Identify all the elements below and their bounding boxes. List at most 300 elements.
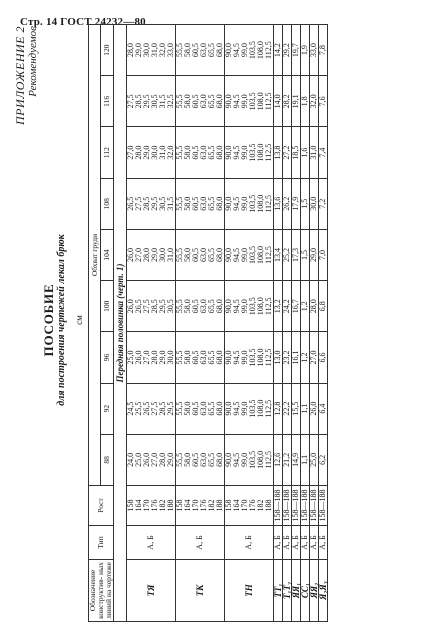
table-cell: 60,5 xyxy=(191,94,200,109)
table-cell: 29,5 xyxy=(158,299,167,314)
height-value: 188 xyxy=(264,499,273,512)
table-cell: 7,4 xyxy=(319,127,328,178)
table-cell: 63,0 xyxy=(199,299,208,314)
table-cell: 60,5 xyxy=(191,196,200,211)
table-cell: 103,5 xyxy=(248,297,257,316)
table-cell: 90,0 xyxy=(224,350,233,365)
table-cell: 103,5 xyxy=(248,450,257,469)
table-cell: 55,5 xyxy=(175,196,184,211)
table-cell: 28,5 xyxy=(150,299,159,314)
table-cell: 26,0 xyxy=(134,350,143,365)
section-title: Передняя половинка (черт. 1) xyxy=(114,25,127,622)
table-cell: 30,5 xyxy=(150,94,159,109)
table-cell: 12,6 xyxy=(274,434,283,485)
table-cell: 55,5 xyxy=(175,145,184,160)
height-value: 176 xyxy=(248,499,257,512)
height-value: 170 xyxy=(142,499,151,512)
table-cell: 99,0 xyxy=(240,43,249,58)
table-cell: 68,0 xyxy=(215,248,224,263)
table-cell: 94,5 xyxy=(232,43,241,58)
value-column xyxy=(127,25,176,76)
table-cell: 99,0 xyxy=(240,145,249,160)
table-row xyxy=(283,25,292,622)
table-cell: 29,0 xyxy=(310,229,319,280)
height-list xyxy=(176,486,225,526)
height-value: 158 xyxy=(126,499,135,512)
table-cell: 28,0 xyxy=(150,350,159,365)
table-cell: 14,2 xyxy=(274,25,283,76)
height-value: 164 xyxy=(232,499,241,512)
table-cell: 19,1 xyxy=(292,76,301,127)
table-cell: 90,0 xyxy=(224,248,233,263)
table-cell: 28,0 xyxy=(134,145,143,160)
table-cell: 60,5 xyxy=(191,248,200,263)
table-cell: 18,5 xyxy=(292,127,301,178)
table-cell: 30,0 xyxy=(142,43,151,58)
table-cell: 30,0 xyxy=(310,178,319,229)
table-cell: 99,0 xyxy=(240,248,249,263)
table-cell: 1,1 xyxy=(301,434,310,485)
value-column xyxy=(127,76,176,127)
table-cell: 99,0 xyxy=(240,350,249,365)
chest-group-header: Обхват груди xyxy=(89,25,101,486)
figure-type: А, Б xyxy=(301,526,310,560)
table-cell: 112,5 xyxy=(264,348,273,367)
height-value: 164 xyxy=(134,499,143,512)
table-cell: 27,5 xyxy=(134,196,143,211)
table-cell: 7,6 xyxy=(319,76,328,127)
height-value: 182 xyxy=(207,499,216,512)
table-cell: 65,5 xyxy=(207,196,216,211)
height-value: 176 xyxy=(150,499,159,512)
table-cell: 55,5 xyxy=(175,43,184,58)
table-cell: 6,6 xyxy=(319,332,328,383)
height-value: 170 xyxy=(191,499,200,512)
table-cell: 28,2 xyxy=(283,76,292,127)
table-cell: 29,0 xyxy=(134,43,143,58)
size-header: 108 xyxy=(101,178,114,229)
appendix-heading xyxy=(14,26,40,125)
table-cell: 27,0 xyxy=(150,452,159,467)
size-header: 88 xyxy=(101,434,114,485)
table-cell: 55,5 xyxy=(175,248,184,263)
figure-type: А, Б xyxy=(292,526,301,560)
table-cell: 27,0 xyxy=(142,350,151,365)
table-cell: 32,5 xyxy=(166,94,175,109)
value-column xyxy=(225,25,274,76)
table-cell: 16,1 xyxy=(292,332,301,383)
table-cell: 26,2 xyxy=(283,178,292,229)
table-cell: 32,0 xyxy=(310,76,319,127)
table-row xyxy=(225,25,274,622)
table-cell: 29,2 xyxy=(283,25,292,76)
table-cell: 90,0 xyxy=(224,196,233,211)
appendix-note: Рекомендуемое xyxy=(27,26,39,97)
height-list xyxy=(127,486,176,526)
table-cell: 6,8 xyxy=(319,281,328,332)
table-cell: 30,0 xyxy=(158,248,167,263)
table-cell: 14,9 xyxy=(292,434,301,485)
figure-type: А, Б xyxy=(127,526,176,560)
table-cell: 68,0 xyxy=(215,43,224,58)
table-cell: 60,5 xyxy=(191,401,200,416)
table-cell: 28,0 xyxy=(158,452,167,467)
value-column xyxy=(127,178,176,229)
table-row xyxy=(292,25,301,622)
table-cell: 17,3 xyxy=(292,229,301,280)
table-cell: 24,5 xyxy=(126,401,135,416)
table-cell: 26,0 xyxy=(310,383,319,434)
table-cell: 65,5 xyxy=(207,43,216,58)
line-designation: ЯЯ₁ xyxy=(292,560,301,622)
value-column xyxy=(127,332,176,383)
table-cell: 25,2 xyxy=(283,229,292,280)
value-column xyxy=(176,127,225,178)
table-cell: 99,0 xyxy=(240,299,249,314)
table-cell: 99,0 xyxy=(240,94,249,109)
table-cell: 94,5 xyxy=(232,94,241,109)
height-range: 158—188 xyxy=(319,486,328,526)
table-row xyxy=(319,25,328,622)
table-cell: 26,0 xyxy=(126,299,135,314)
table-cell: 26,0 xyxy=(126,248,135,263)
table-cell: 90,0 xyxy=(224,401,233,416)
value-column xyxy=(127,434,176,485)
table-cell: 60,5 xyxy=(191,452,200,467)
table-cell: 25,0 xyxy=(134,452,143,467)
height-range: 158—188 xyxy=(274,486,283,526)
value-column xyxy=(225,434,274,485)
height-value: 188 xyxy=(166,499,175,512)
table-cell: 112,5 xyxy=(264,143,273,162)
table-cell: 108,0 xyxy=(256,297,265,316)
table-cell: 94,5 xyxy=(232,248,241,263)
table-cell: 58,0 xyxy=(183,350,192,365)
height-value: 170 xyxy=(240,499,249,512)
height-value: 176 xyxy=(199,499,208,512)
value-column xyxy=(225,127,274,178)
table-cell: 1,6 xyxy=(301,127,310,178)
table-cell: 65,5 xyxy=(207,401,216,416)
line-designation: ТН xyxy=(225,560,274,622)
table-row xyxy=(310,25,319,622)
table-cell: 103,5 xyxy=(248,92,257,111)
table-cell: 55,5 xyxy=(175,452,184,467)
value-column xyxy=(176,25,225,76)
height-value: 182 xyxy=(256,499,265,512)
table-cell: 68,0 xyxy=(215,145,224,160)
table-cell: 58,0 xyxy=(183,452,192,467)
height-value: 182 xyxy=(158,499,167,512)
line-designation: Я₂Я₃ xyxy=(319,560,328,622)
line-designation: Т₁Т₂ xyxy=(283,560,292,622)
table-cell: 27,0 xyxy=(134,248,143,263)
table-cell: 7,0 xyxy=(319,229,328,280)
table-cell: 65,5 xyxy=(207,350,216,365)
table-cell: 90,0 xyxy=(224,94,233,109)
table-row xyxy=(176,25,225,622)
height-value: 164 xyxy=(183,499,192,512)
table-row xyxy=(301,25,310,622)
size-header: 104 xyxy=(101,229,114,280)
table-cell: 26,5 xyxy=(142,401,151,416)
table-cell: 27,2 xyxy=(283,127,292,178)
value-column xyxy=(225,332,274,383)
appendix-label: ПРИЛОЖЕНИЕ 2 xyxy=(13,26,27,125)
height-value: 158 xyxy=(224,499,233,512)
value-column xyxy=(225,178,274,229)
value-column xyxy=(225,383,274,434)
table-cell: 15,5 xyxy=(292,383,301,434)
table-cell: 103,5 xyxy=(248,41,257,60)
size-header: 120 xyxy=(101,25,114,76)
table-cell: 12,8 xyxy=(274,383,283,434)
table-cell: 13,2 xyxy=(274,281,283,332)
line-designation: ТЯ xyxy=(127,560,176,622)
line-designation: СС₁ xyxy=(301,560,310,622)
table-cell: 27,5 xyxy=(150,401,159,416)
value-column xyxy=(127,281,176,332)
size-header: 116 xyxy=(101,76,114,127)
table-cell: 23,2 xyxy=(283,332,292,383)
value-column xyxy=(127,127,176,178)
table-cell: 55,5 xyxy=(175,94,184,109)
table-cell: 27,5 xyxy=(126,94,135,109)
table-cell: 99,0 xyxy=(240,452,249,467)
table-cell: 1,8 xyxy=(301,76,310,127)
figure-type: А, Б xyxy=(274,526,283,560)
table-cell: 94,5 xyxy=(232,350,241,365)
line-designation: ТК xyxy=(176,560,225,622)
table-cell: 58,0 xyxy=(183,145,192,160)
table-cell: 94,5 xyxy=(232,452,241,467)
table-cell: 1,5 xyxy=(301,178,310,229)
table-cell: 58,0 xyxy=(183,196,192,211)
height-range: 158—188 xyxy=(292,486,301,526)
table-cell: 30,0 xyxy=(150,145,159,160)
size-header: 92 xyxy=(101,383,114,434)
table-cell: 63,0 xyxy=(199,145,208,160)
table-cell: 108,0 xyxy=(256,41,265,60)
table-cell: 108,0 xyxy=(256,348,265,367)
document-subtitle: для построения чертежей лекал брюк xyxy=(56,234,67,406)
table-cell: 68,0 xyxy=(215,94,224,109)
table-cell: 112,5 xyxy=(264,194,273,213)
table-cell: 29,0 xyxy=(158,350,167,365)
table-cell: 108,0 xyxy=(256,194,265,213)
table-cell: 68,0 xyxy=(215,350,224,365)
table-cell: 90,0 xyxy=(224,299,233,314)
table-cell: 99,0 xyxy=(240,401,249,416)
table-cell: 90,0 xyxy=(224,452,233,467)
data-table xyxy=(88,24,328,622)
table-cell: 60,5 xyxy=(191,145,200,160)
table-cell: 25,0 xyxy=(310,434,319,485)
table-cell: 1,2 xyxy=(301,332,310,383)
table-cell: 90,0 xyxy=(224,43,233,58)
table-cell: 29,5 xyxy=(166,401,175,416)
table-cell: 1,2 xyxy=(301,281,310,332)
table-cell: 58,0 xyxy=(183,299,192,314)
table-cell: 112,5 xyxy=(264,41,273,59)
value-column xyxy=(176,383,225,434)
table-cell: 6,4 xyxy=(319,383,328,434)
table-row xyxy=(127,25,176,622)
table-cell: 63,0 xyxy=(199,196,208,211)
units-label: см xyxy=(74,315,84,325)
table-body xyxy=(114,25,328,622)
table-cell: 63,0 xyxy=(199,94,208,109)
table-cell: 26,5 xyxy=(134,299,143,314)
table-cell: 68,0 xyxy=(215,401,224,416)
table-cell: 55,5 xyxy=(175,401,184,416)
table-cell: 1,1 xyxy=(301,383,310,434)
table-cell: 63,0 xyxy=(199,248,208,263)
value-column xyxy=(176,434,225,485)
table-cell: 99,0 xyxy=(240,196,249,211)
table-cell: 103,5 xyxy=(248,194,257,213)
table-cell: 14,0 xyxy=(274,76,283,127)
table-cell: 27,5 xyxy=(142,299,151,314)
line-designation: ТТ₁ xyxy=(274,560,283,622)
table-cell: 26,0 xyxy=(142,452,151,467)
table-cell: 16,7 xyxy=(292,281,301,332)
type-header: Тип xyxy=(89,526,114,560)
table-cell: 1,5 xyxy=(301,229,310,280)
table-cell: 28,5 xyxy=(134,94,143,109)
table-cell: 68,0 xyxy=(215,299,224,314)
table-cell: 65,5 xyxy=(207,248,216,263)
table-cell: 112,5 xyxy=(264,451,273,469)
value-column xyxy=(225,76,274,127)
value-column xyxy=(176,281,225,332)
table-cell: 112,5 xyxy=(264,399,273,418)
table-cell: 108,0 xyxy=(256,399,265,418)
table-cell: 32,0 xyxy=(166,145,175,160)
table-cell: 103,5 xyxy=(248,143,257,162)
table-cell: 94,5 xyxy=(232,145,241,160)
table-cell: 68,0 xyxy=(215,452,224,467)
document-title-block xyxy=(42,18,68,622)
table-cell: 63,0 xyxy=(199,401,208,416)
page-header: Стр. 14 ГОСТ 24232—80 xyxy=(20,16,146,28)
table-cell: 27,0 xyxy=(310,332,319,383)
table-cell: 30,0 xyxy=(166,350,175,365)
table-cell: 13,8 xyxy=(274,127,283,178)
table-cell: 1,9 xyxy=(301,25,310,76)
table-cell: 29,0 xyxy=(142,145,151,160)
value-column xyxy=(176,229,225,280)
table-cell: 108,0 xyxy=(256,92,265,111)
table-cell: 58,0 xyxy=(183,401,192,416)
value-column xyxy=(176,332,225,383)
height-list xyxy=(225,486,274,526)
height-header: Рост xyxy=(89,486,114,526)
table-cell: 31,0 xyxy=(150,43,159,58)
table-row xyxy=(274,25,283,622)
document-title: ПОСОБИЕ xyxy=(41,283,56,357)
table-cell: 103,5 xyxy=(248,399,257,418)
table-cell: 29,0 xyxy=(166,452,175,467)
line-designation: ЯЯ₂ xyxy=(310,560,319,622)
table-cell: 29,0 xyxy=(150,248,159,263)
table-cell: 58,0 xyxy=(183,43,192,58)
height-range: 158—188 xyxy=(283,486,292,526)
table-cell: 7,2 xyxy=(319,178,328,229)
table-cell: 25,5 xyxy=(134,401,143,416)
table-cell: 31,5 xyxy=(166,196,175,211)
table-cell: 33,0 xyxy=(166,43,175,58)
table-cell: 31,0 xyxy=(158,145,167,160)
table-cell: 58,0 xyxy=(183,94,192,109)
figure-type: А, Б xyxy=(319,526,328,560)
size-header: 112 xyxy=(101,127,114,178)
table-cell: 27,0 xyxy=(126,145,135,160)
figure-type: А, Б xyxy=(310,526,319,560)
table-cell: 65,5 xyxy=(207,299,216,314)
rotated-content xyxy=(14,18,418,622)
height-value: 188 xyxy=(215,499,224,512)
table-cell: 17,9 xyxy=(292,178,301,229)
table-cell: 22,2 xyxy=(283,383,292,434)
table-cell: 90,0 xyxy=(224,145,233,160)
table-cell: 55,5 xyxy=(175,299,184,314)
table-cell: 30,5 xyxy=(158,196,167,211)
table-cell: 24,2 xyxy=(283,281,292,332)
table-cell: 63,0 xyxy=(199,43,208,58)
table-cell: 33,0 xyxy=(310,25,319,76)
table-cell: 55,5 xyxy=(175,350,184,365)
height-range: 158—188 xyxy=(310,486,319,526)
table-cell: 25,0 xyxy=(126,350,135,365)
table-cell: 28,5 xyxy=(142,196,151,211)
value-column xyxy=(225,229,274,280)
value-column xyxy=(176,76,225,127)
designation-header: Обозначение конструктив- ных линий на чертеже xyxy=(89,560,114,622)
table-cell: 65,5 xyxy=(207,94,216,109)
table-cell: 108,0 xyxy=(256,246,265,265)
table-cell: 28,0 xyxy=(126,43,135,58)
table-cell: 112,5 xyxy=(264,297,273,316)
table-cell: 68,0 xyxy=(215,196,224,211)
table-cell: 26,5 xyxy=(126,196,135,211)
table-cell: 31,5 xyxy=(158,94,167,109)
table-cell: 63,0 xyxy=(199,350,208,365)
table-cell: 112,5 xyxy=(264,246,273,264)
table-cell: 7,8 xyxy=(319,25,328,76)
table-cell: 28,0 xyxy=(142,248,151,263)
table-cell: 13,0 xyxy=(274,332,283,383)
height-range: 158—188 xyxy=(301,486,310,526)
table-cell: 28,5 xyxy=(158,401,167,416)
table-cell: 32,0 xyxy=(158,43,167,58)
table-cell: 13,4 xyxy=(274,229,283,280)
figure-type: А, Б xyxy=(283,526,292,560)
table-cell: 94,5 xyxy=(232,401,241,416)
table-cell: 94,5 xyxy=(232,196,241,211)
table-cell: 13,6 xyxy=(274,178,283,229)
table-cell: 60,5 xyxy=(191,299,200,314)
table-cell: 94,5 xyxy=(232,299,241,314)
table-cell: 112,5 xyxy=(264,92,273,111)
table-cell: 60,5 xyxy=(191,350,200,365)
figure-type: А, Б xyxy=(176,526,225,560)
table-cell: 58,0 xyxy=(183,248,192,263)
table-cell: 65,5 xyxy=(207,452,216,467)
height-value: 158 xyxy=(175,499,184,512)
table-cell: 103,5 xyxy=(248,348,257,367)
table-cell: 30,5 xyxy=(166,299,175,314)
